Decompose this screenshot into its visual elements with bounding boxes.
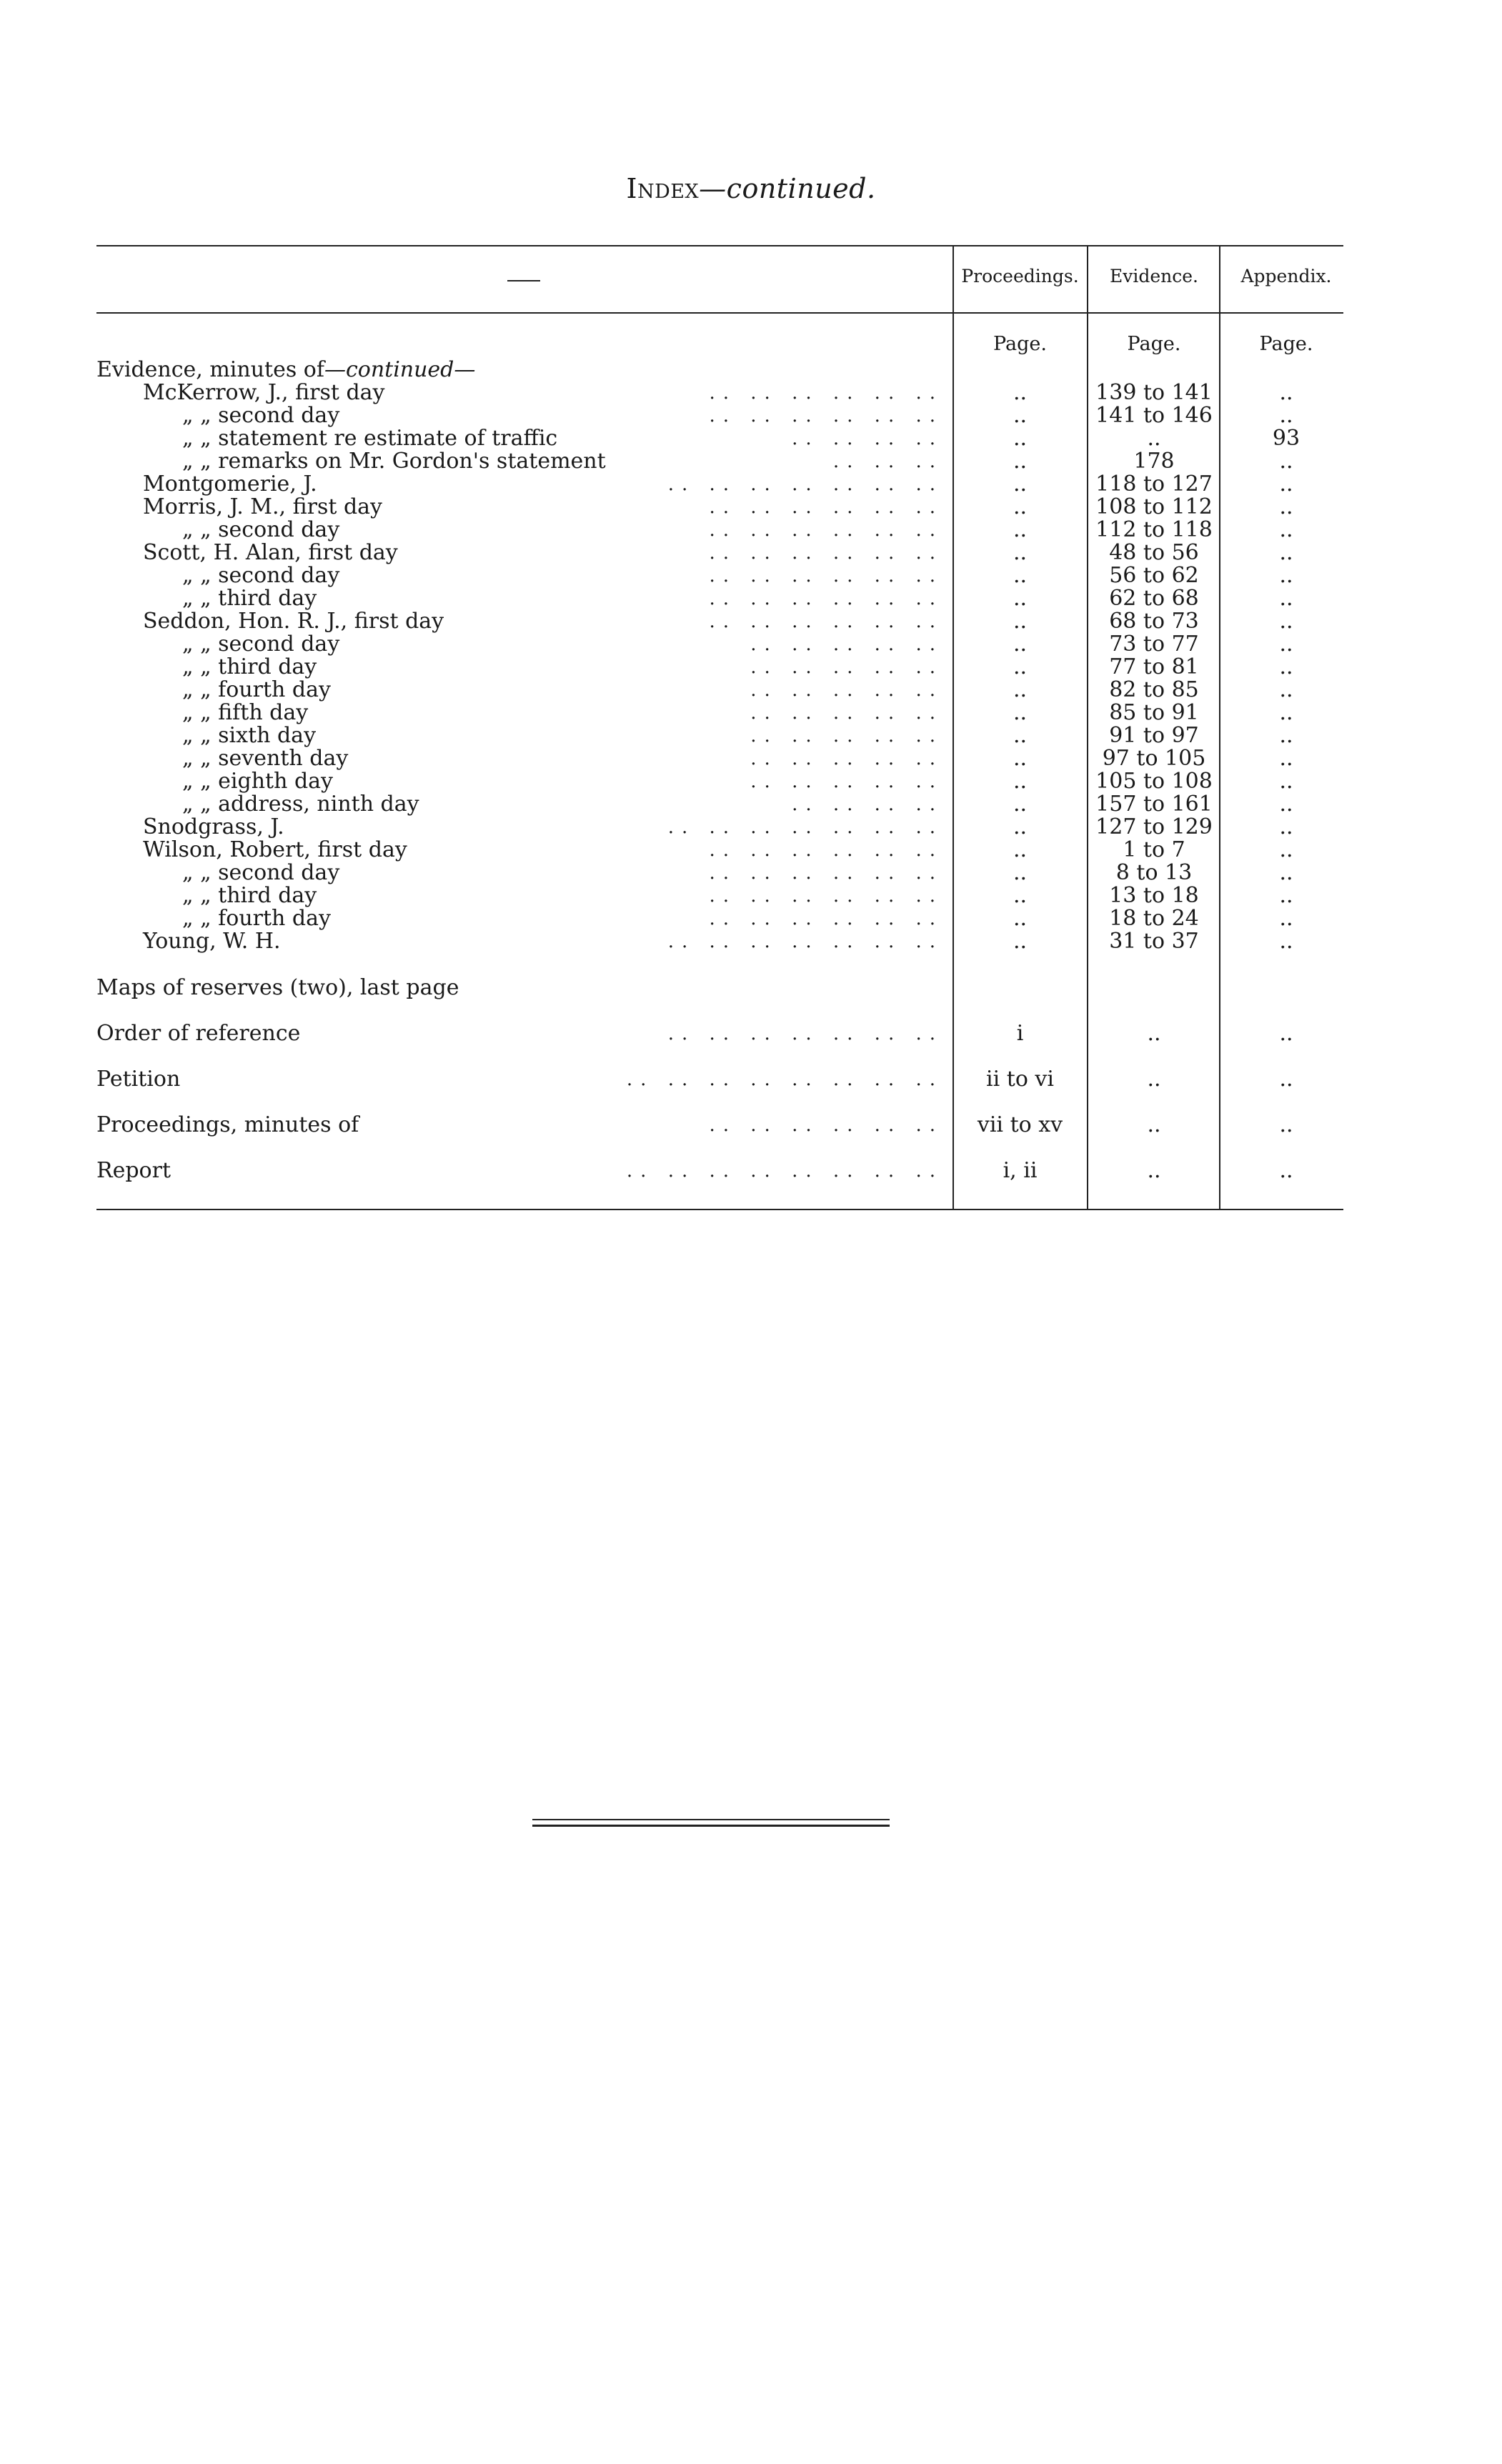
appendix-page-cell: ..	[1279, 929, 1293, 954]
evidence-page-cell: 68 to 73	[1109, 609, 1199, 634]
row-label: „ „ statement re estimate of traffic	[182, 426, 558, 451]
index-row	[0, 587, 1502, 610]
appendix-page-cell: ..	[1279, 723, 1293, 748]
row-label: „ „ address, ninth day	[182, 792, 419, 817]
evidence-page-cell: 18 to 24	[1109, 906, 1199, 931]
appendix-page-cell: ..	[1279, 563, 1293, 588]
appendix-page-cell: ..	[1279, 540, 1293, 565]
row-label: Young, W. H.	[143, 929, 281, 954]
appendix-page-cell: ..	[1279, 1067, 1293, 1092]
title-continued: —continued.	[699, 173, 876, 204]
index-row	[0, 542, 1502, 564]
appendix-page-cell: ..	[1279, 677, 1293, 702]
appendix-page-cell: ..	[1279, 1158, 1293, 1183]
appendix-page-cell: ..	[1279, 700, 1293, 725]
leader-dots: .. .. .. .. .. ..	[709, 542, 943, 564]
evidence-page-cell: 112 to 118	[1095, 517, 1213, 542]
evidence-page-cell: 108 to 112	[1095, 494, 1213, 519]
evidence-page-cell: 105 to 108	[1095, 769, 1213, 794]
row-label: „ „ seventh day	[182, 746, 349, 771]
table-top-rule	[96, 245, 1343, 246]
proceedings-page-cell: ..	[1013, 517, 1028, 542]
proceedings-page-cell: ..	[1013, 632, 1028, 657]
index-row	[0, 656, 1502, 679]
appendix-page-cell: ..	[1279, 517, 1293, 542]
proceedings-page-cell: ..	[1013, 769, 1028, 794]
row-label: „ „ second day	[182, 517, 340, 542]
evidence-page-cell: ..	[1147, 1112, 1161, 1137]
evidence-page-cell: 157 to 161	[1095, 792, 1213, 817]
index-row	[0, 930, 1502, 953]
row-label: Montgomerie, J.	[143, 472, 317, 497]
table-bottom-rule	[96, 1209, 1343, 1210]
row-label: „ „ eighth day	[182, 769, 333, 794]
leader-dots: .. .. .. ..	[792, 428, 943, 449]
proceedings-page-cell: ..	[1013, 449, 1028, 474]
row-label: Report	[96, 1158, 171, 1183]
evidence-page-cell: 82 to 85	[1109, 677, 1199, 702]
closing-rule-upper	[532, 1819, 890, 1820]
proceedings-page-cell: vii to xv	[977, 1112, 1063, 1137]
leader-dots: .. .. ..	[832, 451, 943, 472]
row-label: Seddon, Hon. R. J., first day	[143, 609, 444, 634]
proceedings-page-cell: ..	[1013, 380, 1028, 405]
appendix-page-cell: ..	[1279, 746, 1293, 771]
leader-dots: .. .. .. .. .. ..	[709, 519, 943, 541]
proceedings-page-cell: ..	[1013, 792, 1028, 817]
evidence-page-cell: ..	[1147, 1021, 1161, 1046]
leader-dots: .. .. .. .. .. ..	[709, 382, 943, 404]
appendix-page-cell: ..	[1279, 1112, 1293, 1137]
appendix-page-cell: ..	[1279, 906, 1293, 931]
proceedings-page-cell: ..	[1013, 654, 1028, 679]
row-label: „ „ second day	[182, 632, 340, 657]
index-row	[0, 610, 1502, 633]
proceedings-page-cell: ..	[1013, 426, 1028, 451]
evidence-page-cell: ..	[1147, 426, 1161, 451]
row-label: Scott, H. Alan, first day	[143, 540, 398, 565]
leader-dots: .. .. .. .. .. .. .. ..	[626, 1069, 943, 1090]
index-row	[0, 816, 1502, 839]
leader-dots: .. .. .. .. .. .. ..	[667, 817, 943, 838]
index-row	[0, 519, 1502, 542]
leader-dots: .. .. .. .. .. .. .. ..	[626, 1160, 943, 1182]
index-row	[0, 702, 1502, 724]
proceedings-page-cell: ..	[1013, 929, 1028, 954]
row-label: Proceedings, minutes of	[96, 1112, 359, 1137]
appendix-page-cell: ..	[1279, 494, 1293, 519]
evidence-page-cell: 56 to 62	[1109, 563, 1199, 588]
proceedings-page-cell: ..	[1013, 700, 1028, 725]
index-row	[0, 496, 1502, 519]
row-label: „ „ sixth day	[182, 723, 317, 748]
appendix-page-cell: ..	[1279, 837, 1293, 862]
appendix-page-cell: 93	[1272, 426, 1300, 451]
evidence-heading-suffix: —continued—	[324, 357, 476, 382]
index-row	[0, 427, 1502, 450]
row-label: Morris, J. M., first day	[143, 494, 382, 519]
index-row	[0, 770, 1502, 793]
index-row	[0, 633, 1502, 656]
evidence-heading-text: Evidence, minutes of	[96, 357, 324, 382]
title-index: Index	[626, 173, 700, 204]
appendix-page-cell: ..	[1279, 860, 1293, 885]
leader-dots: .. .. .. .. .. ..	[709, 885, 943, 907]
row-label: Petition	[96, 1067, 181, 1092]
row-label: „ „ second day	[182, 403, 340, 428]
leader-dots: .. .. .. .. ..	[750, 702, 943, 724]
appendix-page-cell: ..	[1279, 449, 1293, 474]
evidence-page-cell: 127 to 129	[1095, 814, 1213, 839]
index-row	[0, 884, 1502, 907]
index-row	[0, 747, 1502, 770]
index-row	[0, 839, 1502, 862]
index-row	[0, 564, 1502, 587]
evidence-page-cell: 1 to 7	[1123, 837, 1185, 862]
index-row	[0, 724, 1502, 747]
index-row	[0, 679, 1502, 702]
header-evidence: Evidence.	[1109, 266, 1198, 286]
index-row	[0, 1022, 1502, 1045]
proceedings-page-cell: i, ii	[1003, 1158, 1038, 1183]
proceedings-page-cell: ..	[1013, 906, 1028, 931]
proceedings-page-cell: ..	[1013, 472, 1028, 497]
evidence-page-cell: ..	[1147, 1158, 1161, 1183]
row-label: „ „ third day	[182, 654, 317, 679]
subheader-appendix-page: Page.	[1259, 333, 1313, 355]
appendix-page-cell: ..	[1279, 632, 1293, 657]
row-label: „ „ fourth day	[182, 906, 331, 931]
leader-dots: .. .. .. .. ..	[750, 679, 943, 701]
index-row	[0, 404, 1502, 427]
proceedings-page-cell: ..	[1013, 586, 1028, 611]
appendix-page-cell: ..	[1279, 654, 1293, 679]
index-row	[0, 381, 1502, 404]
row-label: „ „ third day	[182, 586, 317, 611]
leader-dots: .. .. .. .. .. ..	[709, 1114, 943, 1136]
evidence-page-cell: 48 to 56	[1109, 540, 1199, 565]
index-row	[0, 450, 1502, 473]
leader-dots: .. .. .. .. .. ..	[709, 565, 943, 587]
subheader-proceedings-page: Page.	[993, 333, 1047, 355]
leader-dots: .. .. .. .. .. .. ..	[667, 1023, 943, 1044]
evidence-heading	[0, 359, 1502, 381]
evidence-page-cell: 73 to 77	[1109, 632, 1199, 657]
proceedings-page-cell: ..	[1013, 609, 1028, 634]
proceedings-page-cell: ..	[1013, 860, 1028, 885]
row-label: „ „ third day	[182, 883, 317, 908]
appendix-page-cell: ..	[1279, 814, 1293, 839]
evidence-page-cell: 118 to 127	[1095, 472, 1213, 497]
leader-dots: .. .. .. .. .. ..	[709, 588, 943, 609]
evidence-page-cell: 97 to 105	[1102, 746, 1206, 771]
index-row	[0, 862, 1502, 884]
index-row	[0, 977, 1502, 999]
evidence-page-cell: 139 to 141	[1095, 380, 1213, 405]
appendix-page-cell: ..	[1279, 472, 1293, 497]
index-row	[0, 1114, 1502, 1137]
appendix-page-cell: ..	[1279, 403, 1293, 428]
leader-dots: .. .. .. .. ..	[750, 748, 943, 769]
page-title	[0, 173, 1502, 204]
row-label: McKerrow, J., first day	[143, 380, 385, 405]
index-row	[0, 907, 1502, 930]
proceedings-page-cell: ..	[1013, 883, 1028, 908]
leader-dots: .. .. .. .. .. ..	[709, 497, 943, 518]
evidence-page-cell: 77 to 81	[1109, 654, 1199, 679]
row-label: „ „ fourth day	[182, 677, 331, 702]
subheader-evidence-page: Page.	[1127, 333, 1181, 355]
proceedings-page-cell: ..	[1013, 837, 1028, 862]
proceedings-page-cell: ..	[1013, 403, 1028, 428]
index-row	[0, 473, 1502, 496]
leader-dots: .. .. .. .. .. ..	[709, 908, 943, 929]
index-row	[0, 793, 1502, 816]
row-label: „ „ fifth day	[182, 700, 309, 725]
leader-dots: .. .. .. .. .. ..	[709, 611, 943, 632]
evidence-page-cell: 62 to 68	[1109, 586, 1199, 611]
proceedings-page-cell: ..	[1013, 540, 1028, 565]
evidence-page-cell: 13 to 18	[1109, 883, 1199, 908]
closing-rule-lower	[532, 1825, 890, 1827]
appendix-page-cell: ..	[1279, 883, 1293, 908]
header-bottom-rule	[96, 312, 1343, 314]
leader-dots: .. .. .. .. ..	[750, 634, 943, 655]
evidence-page-cell: 31 to 37	[1109, 929, 1199, 954]
row-label: „ „ second day	[182, 860, 340, 885]
row-label: Wilson, Robert, first day	[143, 837, 407, 862]
row-label: Order of reference	[96, 1021, 301, 1046]
proceedings-page-cell: ..	[1013, 494, 1028, 519]
evidence-page-cell: 141 to 146	[1095, 403, 1213, 428]
leader-dots: .. .. .. .. ..	[750, 725, 943, 747]
row-label: Maps of reserves (two), last page	[96, 975, 459, 1000]
appendix-page-cell: ..	[1279, 769, 1293, 794]
proceedings-page-cell: ..	[1013, 814, 1028, 839]
blank-column-dash	[507, 280, 540, 281]
proceedings-page-cell: ii to vi	[986, 1067, 1054, 1092]
appendix-page-cell: ..	[1279, 380, 1293, 405]
leader-dots: .. .. .. .. .. .. ..	[667, 474, 943, 495]
appendix-page-cell: ..	[1279, 586, 1293, 611]
proceedings-page-cell: ..	[1013, 677, 1028, 702]
leader-dots: .. .. .. .. .. ..	[709, 862, 943, 884]
appendix-page-cell: ..	[1279, 609, 1293, 634]
leader-dots: .. .. .. .. ..	[750, 771, 943, 792]
appendix-page-cell: ..	[1279, 1021, 1293, 1046]
leader-dots: .. .. .. ..	[792, 794, 943, 815]
evidence-page-cell: ..	[1147, 1067, 1161, 1092]
proceedings-page-cell: i	[1016, 1021, 1024, 1046]
leader-dots: .. .. .. .. .. ..	[709, 839, 943, 861]
evidence-page-cell: 85 to 91	[1109, 700, 1199, 725]
evidence-page-cell: 8 to 13	[1115, 860, 1193, 885]
evidence-page-cell: 178	[1133, 449, 1175, 474]
leader-dots: .. .. .. .. .. ..	[709, 405, 943, 427]
index-row	[0, 1068, 1502, 1091]
header-appendix: Appendix.	[1240, 266, 1332, 286]
proceedings-page-cell: ..	[1013, 563, 1028, 588]
row-label: „ „ remarks on Mr. Gordon's statement	[182, 449, 606, 474]
leader-dots: .. .. .. .. ..	[750, 657, 943, 678]
evidence-page-cell: 91 to 97	[1109, 723, 1199, 748]
proceedings-page-cell: ..	[1013, 723, 1028, 748]
row-label: „ „ second day	[182, 563, 340, 588]
leader-dots: .. .. .. .. .. .. ..	[667, 931, 943, 952]
row-label: Snodgrass, J.	[143, 814, 284, 839]
appendix-page-cell: ..	[1279, 792, 1293, 817]
header-proceedings: Proceedings.	[961, 266, 1079, 286]
index-row	[0, 1159, 1502, 1182]
proceedings-page-cell: ..	[1013, 746, 1028, 771]
